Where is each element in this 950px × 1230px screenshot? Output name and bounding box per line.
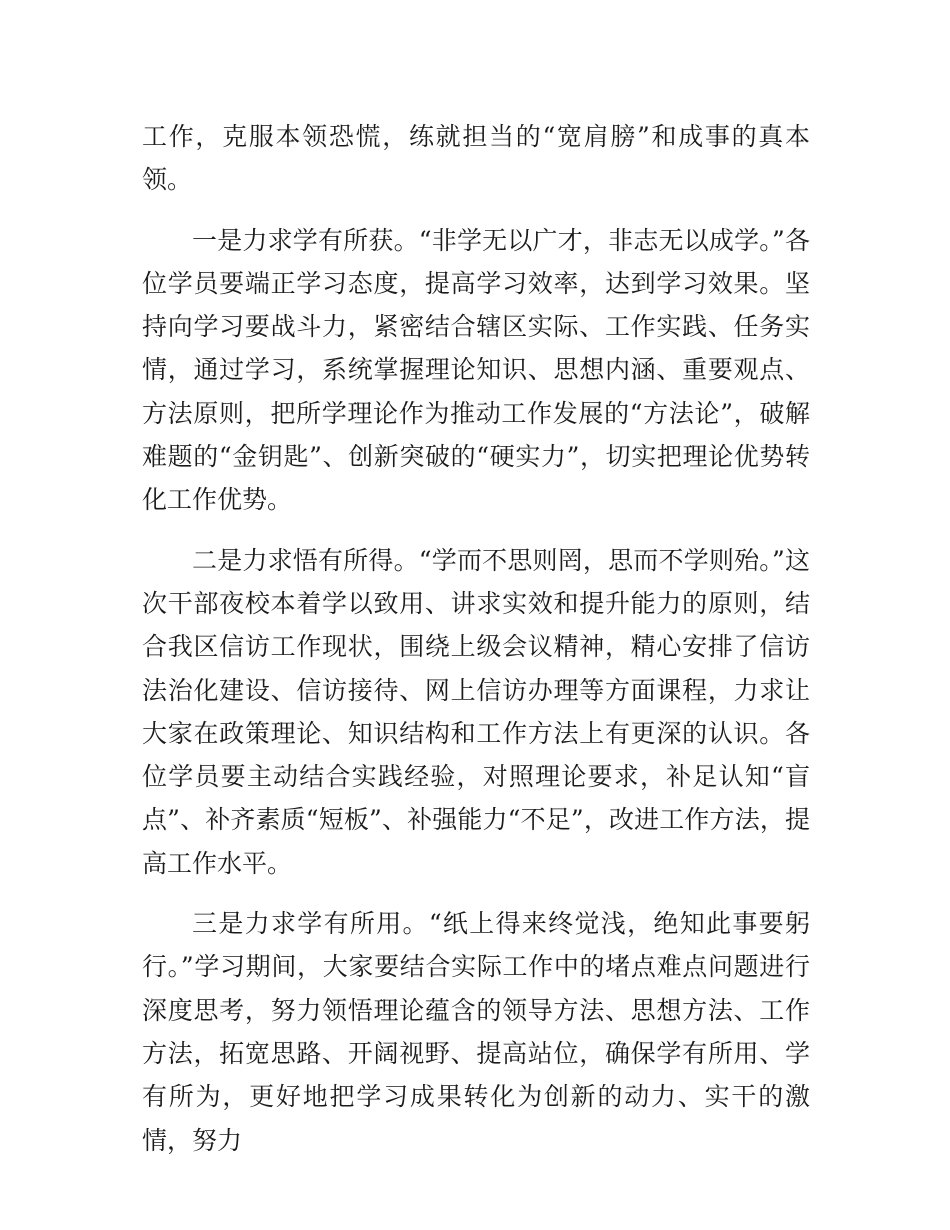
paragraph-point-three: 三是力求学有所用。“纸上得来终觉浅，绝知此事要躬行。”学习期间，大家要结合实际工作中的堵点难点问题进行深度思考，努力领悟理论蕴含的领导方法、思想方法、工作方法，拓宽思路、开阔视野、提高站位，确保学有所用、学有所为，更好地把学习成果转化为创新的动力、实干的激情，努力 xyxy=(142,909,810,1155)
paragraph-point-two: 二是力求悟有所得。“学而不思则罔，思而不学则殆。”这次干部夜校本着学以致用、讲求实效和提升能力的原则，结合我区信访工作现状，围绕上级会议精神，精心安排了信访法治化建设、信访接待、网上信访办理等方面课程，力求让大家在政策理论、知识结构和工作方法上有更深的认识。各位学员要主动结合实践经验，对照理论要求，补足认知“盲点”、补齐素质“短板”、补强能力“不足”，改进工作方法，提高工作水平。 xyxy=(142,545,810,878)
paragraph-point-one: 一是力求学有所获。“非学无以广才，非志无以成学。”各位学员要端正学习态度，提高学习效率，达到学习效果。坚持向学习要战斗力，紧密结合辖区实际、工作实践、任务实情，通过学习，系统掌握理论知识、思想内涵、重要观点、方法原则，把所学理论作为推动工作发展的“方法论”，破解难题的“金钥匙”、创新突破的“硬实力”，切实把理论优势转化工作优势。 xyxy=(142,225,810,515)
document-body xyxy=(142,115,810,1179)
paragraph-continuation: 工作，克服本领恐慌，练就担当的“宽肩膀”和成事的真本领。 xyxy=(142,122,810,195)
